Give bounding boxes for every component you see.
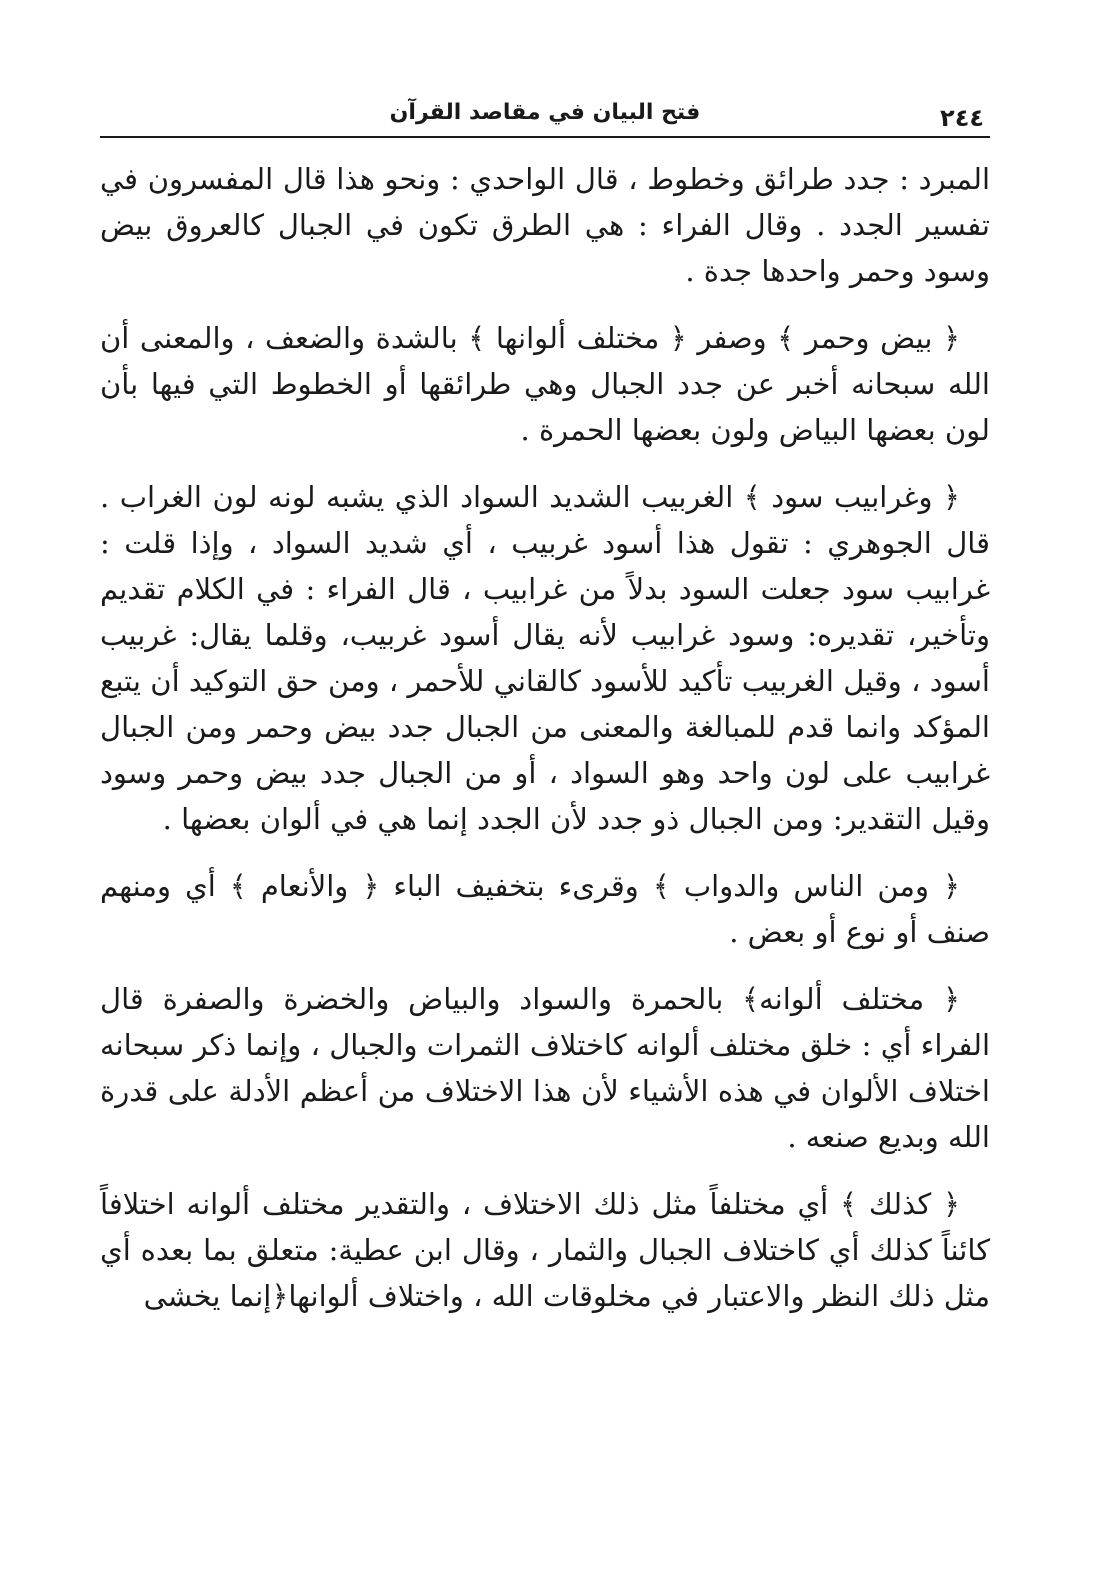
running-title: فتح البيان في مقاصد القرآن (389, 100, 701, 125)
document-page (100, 98, 990, 1340)
paragraph: ﴿ مختلف ألوانه﴾ بالحمرة والسواد والبياض والخضرة والصفرة قال الفراء أي : خلق مختلف ألوانه كاختلاف الثمرات والجبال ، وإنما ذكر سبحانه اختلاف الألوان في هذه الأشياء لأن هذا الاختلاف من أعظم الأدلة على قدرة الله وبديع صنعه . (100, 982, 990, 1154)
paragraph: ﴿ ومن الناس والدواب ﴾ وقرىء بتخفيف الباء ﴿ والأنعام ﴾ أي ومنهم صنف أو نوع أو بعض . (100, 869, 990, 949)
paragraph: ﴿ كذلك ﴾ أي مختلفاً مثل ذلك الاختلاف ، والتقدير مختلف ألوانه اختلافاً كائناً كذلك أي كاختلاف الجبال والثمار ، وقال ابن عطية: متعلق بما بعده أي مثل ذلك النظر والاعتبار في مخلوقات الله ، واختلاف ألوانها﴿إنما يخشى (100, 1187, 990, 1313)
paragraph: ﴿ وغرابيب سود ﴾ الغربيب الشديد السواد الذي يشبه لونه لون الغراب . قال الجوهري : تقول هذا أسود غربيب ، أي شديد السواد ، وإذا قلت : غرابيب سود جعلت السود بدلاً من غرابيب ، قال الفراء : في الكلام تقديم وتأخير، تقديره: وسود غرابيب لأنه يقال أسود غربيب، وقلما يقال: غربيب أسود ، وقيل الغربيب تأكيد للأسود كالقاني للأحمر ، ومن حق التوكيد أن يتبع المؤكد وانما قدم للمبالغة والمعنى من الجبال جدد بيض وحمر ومن الجبال غرابيب على لون واحد وهو السواد ، أو من الجبال جدد بيض وحمر وسود وقيل التقدير: ومن الجبال ذو جدد لأن الجدد إنما هي في ألوان بعضها . (100, 480, 990, 836)
text-body (100, 156, 990, 1319)
paragraph: المبرد : جدد طرائق وخطوط ، قال الواحدي : ونحو هذا قال المفسرون في تفسير الجدد . وقال الفراء : هي الطرق تكون في الجبال كالعروق بيض وسود وحمر واحدها جدة . (100, 162, 990, 288)
page-number: ٢٤٤ (940, 104, 984, 132)
running-header (100, 98, 990, 138)
paragraph: ﴿ بيض وحمر ﴾ وصفر ﴿ مختلف ألوانها ﴾ بالشدة والضعف ، والمعنى أن الله سبحانه أخبر عن جدد الجبال وهي طرائقها أو الخطوط التي فيها بأن لون بعضها البياض ولون بعضها الحمرة . (100, 321, 990, 447)
